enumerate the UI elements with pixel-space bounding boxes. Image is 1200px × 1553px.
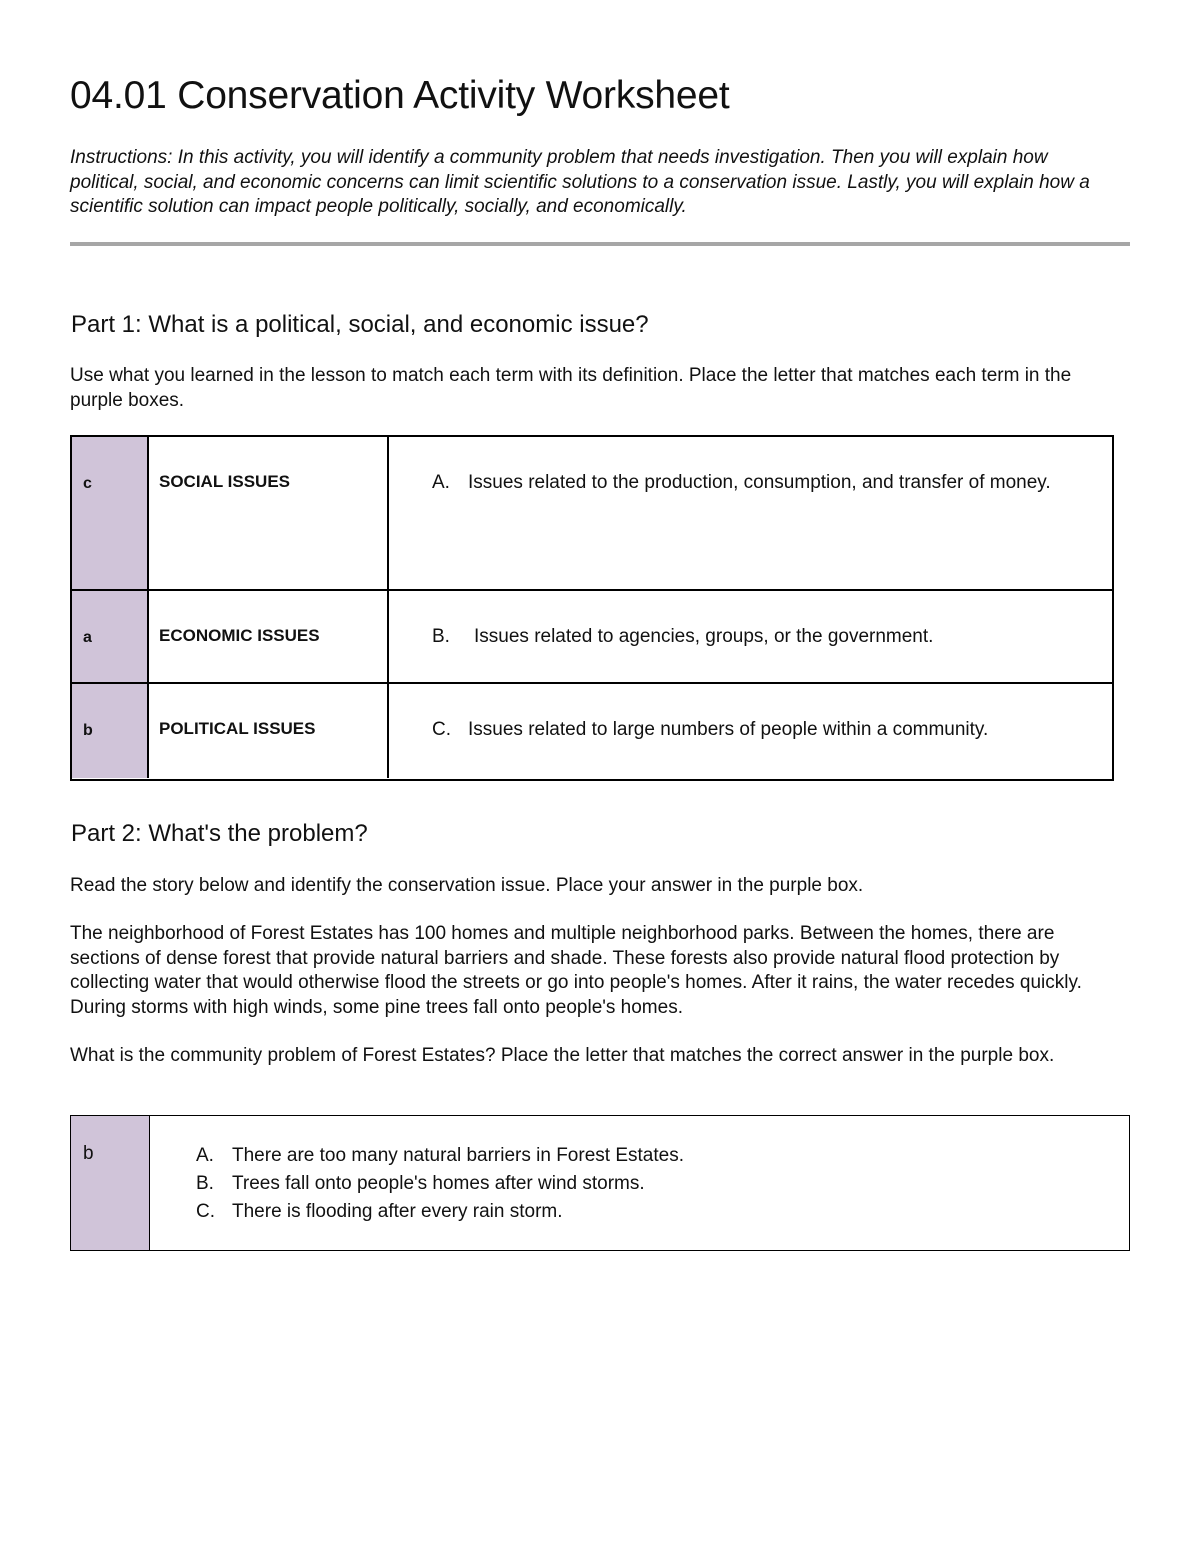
term-cell: ECONOMIC ISSUES [149,591,389,682]
list-item [196,1170,684,1198]
part2-instructions: Read the story below and identify the conservation issue. Place your answer in the purple box. [70,875,864,896]
story-text: The neighborhood of Forest Estates has 100 homes and multiple neighborhood parks. Between the homes, there are sections of dense forest that provide natural barriers and shade. These forests also provide natural flood protection by collecting water that would otherwise flood the streets or go into people's homes. After it rains, the water recedes quickly. During storms with high winds, some pine trees fall onto people's homes. [70,923,1082,1018]
definition-marker: B. [432,626,450,647]
options-list [196,1142,684,1226]
definition-cell [389,684,1112,778]
option-marker: C. [196,1201,215,1222]
list-item [196,1142,684,1170]
instructions-text: Instructions: In this activity, you will identify a community problem that needs investigation. Then you will explain how political, social, and economic concerns can limit scientific solutions to a conservation issue. Lastly, you will explain how a scientific solution can impact people politically, socially, and economically. [70,147,1090,217]
definition-cell [389,591,1112,682]
definition-marker: C. [432,719,451,740]
question-text: What is the community problem of Forest Estates? Place the letter that matches the correct answer in the purple box. [70,1045,1055,1066]
definition-text: Issues related to large numbers of people within a community. [468,719,989,740]
table-row [72,684,1112,778]
definition-text: Issues related to agencies, groups, or the government. [474,626,934,647]
list-item [196,1198,684,1226]
definition-marker: A. [432,472,450,493]
term-cell: SOCIAL ISSUES [149,437,389,589]
table-row [72,591,1112,684]
answer-table [70,1115,1130,1251]
definition-cell [389,437,1112,589]
definition-text: Issues related to the production, consumption, and transfer of money. [468,472,1051,493]
table-row [72,437,1112,591]
section-divider [70,242,1130,246]
part1-heading: Part 1: What is a political, social, and economic issue? [71,311,649,338]
page-title: 04.01 Conservation Activity Worksheet [70,74,730,117]
option-text: There are too many natural barriers in Forest Estates. [232,1145,684,1166]
option-text: There is flooding after every rain storm. [232,1201,563,1222]
answer-box[interactable]: b [71,1116,150,1250]
term-cell: POLITICAL ISSUES [149,684,389,778]
answer-box[interactable]: a [72,591,149,682]
answer-box[interactable]: b [72,684,149,778]
option-marker: A. [196,1145,214,1166]
answer-box[interactable]: c [72,437,149,589]
part1-instructions: Use what you learned in the lesson to match each term with its definition. Place the letter that matches each term in the purple boxes. [70,365,1072,411]
option-text: Trees fall onto people's homes after wind storms. [232,1173,645,1194]
part2-heading: Part 2: What's the problem? [71,820,368,847]
option-marker: B. [196,1173,214,1194]
matching-table [70,435,1114,781]
